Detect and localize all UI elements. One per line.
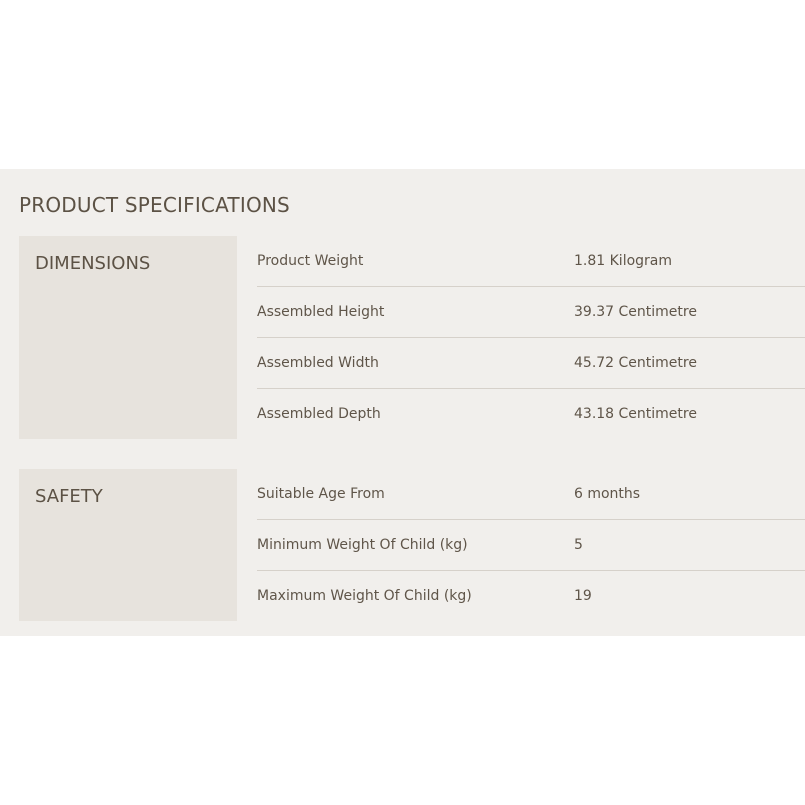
spec-rows: [257, 236, 805, 440]
section-title: PRODUCT SPECIFICATIONS: [19, 193, 290, 217]
group-label: DIMENSIONS: [35, 253, 151, 274]
spec-row: [257, 571, 805, 622]
spec-group-dimensions: [19, 236, 805, 439]
spec-name: Product Weight: [257, 253, 364, 269]
spec-value: 45.72 Centimetre: [574, 355, 697, 371]
spec-name: Maximum Weight Of Child (kg): [257, 588, 472, 604]
spec-value: 1.81 Kilogram: [574, 253, 673, 269]
spec-name: Assembled Width: [257, 355, 379, 371]
spec-value: 19: [574, 588, 592, 604]
spec-row: [257, 469, 805, 520]
group-label-panel: [19, 469, 237, 621]
spec-rows: [257, 469, 805, 622]
spec-row: [257, 287, 805, 338]
group-label-panel: [19, 236, 237, 439]
spec-name: Assembled Depth: [257, 406, 381, 422]
spec-value: 43.18 Centimetre: [574, 406, 697, 422]
spec-group-safety: [19, 469, 805, 621]
spec-name: Assembled Height: [257, 304, 385, 320]
spec-row: [257, 236, 805, 287]
spec-value: 6 months: [574, 486, 641, 502]
spec-name: Minimum Weight Of Child (kg): [257, 537, 468, 553]
spec-value: 39.37 Centimetre: [574, 304, 697, 320]
spec-row: [257, 520, 805, 571]
spec-row: [257, 389, 805, 440]
spec-value: 5: [574, 537, 583, 553]
spec-name: Suitable Age From: [257, 486, 385, 502]
group-label: SAFETY: [35, 486, 103, 507]
spec-row: [257, 338, 805, 389]
